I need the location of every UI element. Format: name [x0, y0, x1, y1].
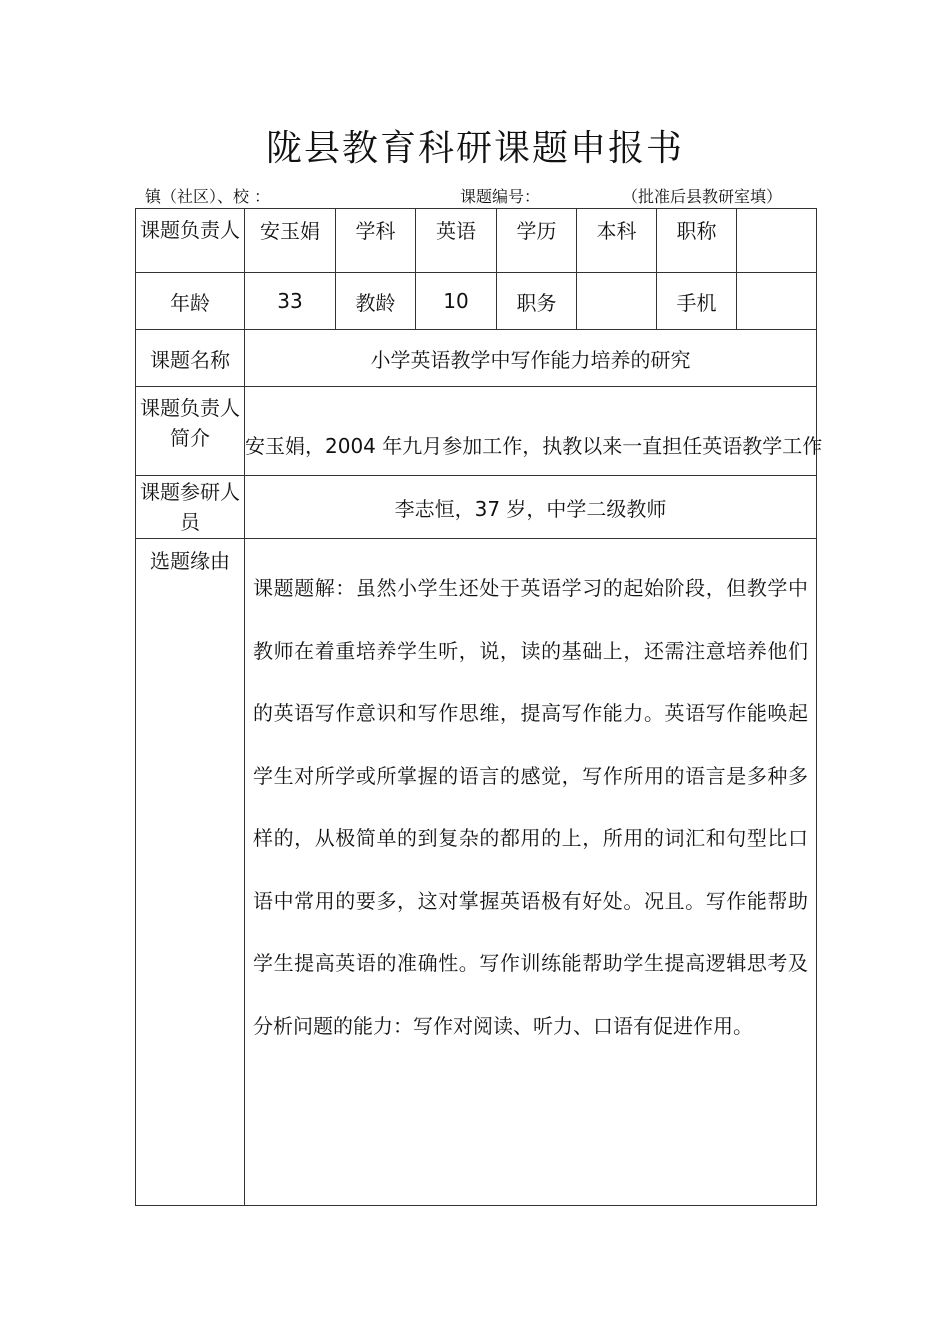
application-form-table: [135, 208, 823, 1206]
table-row: [136, 209, 817, 273]
position-value: [577, 273, 657, 330]
teaching-years-value: 10: [416, 273, 497, 330]
approval-note: （批准后县教研室填）: [622, 187, 783, 206]
teaching-years-label: 教龄: [336, 273, 416, 330]
phone-label: 手机: [657, 273, 737, 330]
table-row: [136, 476, 817, 539]
school-label: 镇（社区）、校 ：: [145, 187, 271, 206]
subject-label: 学科: [336, 209, 416, 273]
title-value: [737, 209, 817, 273]
leader-intro-label: 课题负责人简介: [136, 387, 245, 476]
leader-label-cell: [136, 209, 245, 273]
leader-intro-value: 安玉娟，2004 年九月参加工作，执教以来一直担任英语教学工作: [245, 387, 817, 476]
project-name-value: 小学英语教学中写作能力培养的研究: [245, 330, 817, 387]
position-label: 职务: [497, 273, 577, 330]
table-row: [136, 273, 817, 330]
table-row: [136, 387, 817, 476]
phone-value: [737, 273, 817, 330]
participants-label: 课题参研人员: [136, 476, 245, 539]
project-code-label: 课题编号：: [460, 187, 541, 206]
age-label: 年龄: [136, 273, 245, 330]
leader-label: 课题负责人: [140, 218, 240, 242]
project-name-label: 课题名称: [136, 330, 245, 387]
page-title: 陇县教育科研课题申报书: [265, 128, 684, 169]
age-value: 33: [245, 273, 336, 330]
education-label: 学历: [497, 209, 577, 273]
title-label: 职称: [657, 209, 737, 273]
table-row: [136, 330, 817, 387]
leader-value: 安玉娟: [245, 209, 336, 273]
rationale-label: 选题缘由: [136, 539, 245, 1206]
table-row: [136, 539, 817, 1206]
rationale-text: 课题题解：虽然小学生还处于英语学习的起始阶段，但教学中教师在着重培养学生听，说，读的基础上，还需注意培养他们的英语写作意识和写作思维，提高写作能力。英语写作能唤起学生对所学或所掌握的语言的感觉，写作所用的语言是多种多样的，从极简单的到复杂的都用的上，所用的词汇和句型比口语中常用的要多，这对掌握英语极有好处。况且。写作能帮助学生提高英语的准确性。写作训练能帮助学生提高逻辑思考及分析问题的能力：写作对阅读、听力、口语有促进作用。: [245, 539, 817, 1206]
subject-value: 英语: [416, 209, 497, 273]
education-value: 本科: [577, 209, 657, 273]
participants-value: 李志恒，37 岁，中学二级教师: [245, 476, 817, 539]
